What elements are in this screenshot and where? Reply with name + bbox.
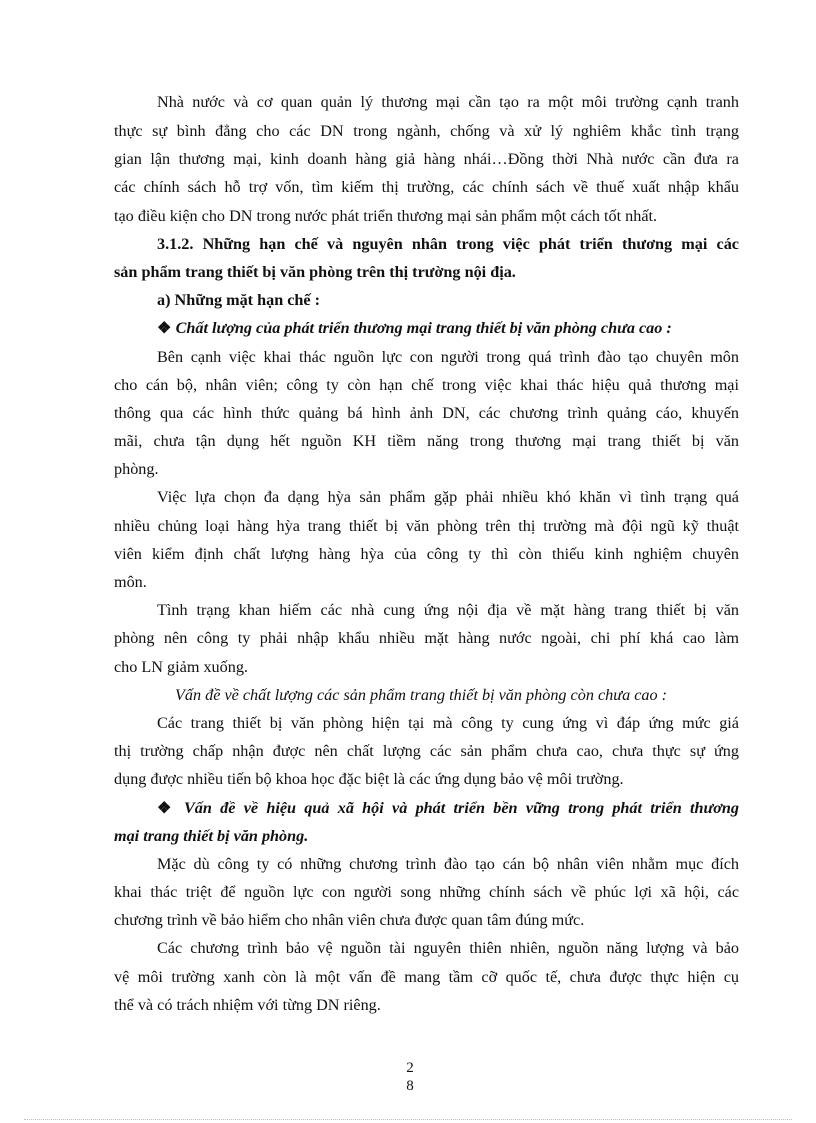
- paragraph-1-line-2: thực sự bình đẳng cho các DN trong ngành, chống và xử lý nghiêm khắc tình trạng: [114, 122, 739, 140]
- paragraph-6-line-2: khai thác triệt để nguồn lực con người song những chính sách về phúc lợi xã hội, các: [114, 883, 739, 901]
- paragraph-5-line-3: dụng được nhiều tiến bộ khoa học đặc biệt là các ứng dụng bảo vệ môi trường.: [114, 770, 624, 788]
- paragraph-2-line-3: thông qua các hình thức quảng bá hình ảnh DN, các chương trình quảng cáo, khuyến: [114, 404, 739, 422]
- paragraph-1-line-5: tạo điều kiện cho DN trong nước phát triển thương mại sản phẩm một cách tốt nhất.: [114, 207, 658, 225]
- paragraph-5-line-1: Các trang thiết bị văn phòng hiện tại mà công ty cung ứng vì đáp ứng mức giá: [157, 714, 739, 732]
- bullet-diamond-icon: ❖: [157, 799, 184, 817]
- page-number-second-digit: 8: [406, 1078, 414, 1094]
- paragraph-1-line-3: gian lận thương mại, kinh doanh hàng giả hàng nhái…Đồng thời Nhà nước cần đưa ra: [114, 150, 739, 168]
- section-heading-3-1-2-line-1: 3.1.2. Những hạn chế và nguyên nhân trong việc phát triển thương mại các: [157, 235, 739, 253]
- bullet-heading-2-line-1: [157, 798, 739, 818]
- bullet-heading-2-line-2: mại trang thiết bị văn phòng.: [114, 827, 309, 845]
- paragraph-7-line-2: vệ môi trường xanh còn là một vấn đề mang tầm cỡ quốc tế, chưa được thực hiện cụ: [114, 968, 739, 986]
- paragraph-4-line-3: cho LN giảm xuống.: [114, 658, 248, 676]
- paragraph-3-line-1: Việc lựa chọn đa dạng hỳa sản phẩm gặp phải nhiều khó khăn vì tình trạng quá: [157, 488, 739, 506]
- bullet-diamond-icon: ❖: [157, 319, 176, 337]
- subheading-a: a) Những mặt hạn chế :: [157, 291, 321, 309]
- paragraph-5-line-2: thị trường chấp nhận được nên chất lượng các sản phẩm chưa cao, chưa thực sự ứng: [114, 742, 739, 760]
- paragraph-3-line-4: môn.: [114, 573, 147, 591]
- paragraph-4-line-2: phòng nên công ty phải nhập khẩu nhiều mặt hàng nước ngoài, chi phí khá cao làm: [114, 629, 739, 647]
- bullet-text: Vấn đề về hiệu quả xã hội và phát triển bền vững trong phát triển thương: [184, 799, 739, 817]
- paragraph-1-line-4: các chính sách hỗ trợ vốn, tìm kiếm thị trường, các chính sách về thuế xuất nhập khẩu: [114, 178, 739, 196]
- paragraph-4-line-1: Tình trạng khan hiếm các nhà cung ứng nội địa về mặt hàng trang thiết bị văn: [157, 601, 739, 619]
- paragraph-7-line-1: Các chương trình bảo vệ nguồn tài nguyên thiên nhiên, nguồn năng lượng và bảo: [157, 939, 739, 957]
- paragraph-2-line-4: mãi, chưa tận dụng hết nguồn KH tiềm năng trong thương mại trang thiết bị văn: [114, 432, 739, 450]
- paragraph-2-line-2: cho cán bộ, nhân viên; công ty còn hạn chế trong việc khai thác hiệu quả thương mại: [114, 376, 739, 394]
- paragraph-6-line-3: chương trình về bảo hiểm cho nhân viên chưa được quan tâm đúng mức.: [114, 911, 585, 929]
- paragraph-1-line-1: Nhà nước và cơ quan quản lý thương mại cần tạo ra một môi trường cạnh tranh: [157, 93, 739, 111]
- paragraph-2-line-1: Bên cạnh việc khai thác nguồn lực con người trong quá trình đào tạo chuyên môn: [157, 348, 739, 366]
- paragraph-3-line-3: viên kiểm định chất lượng hàng hỳa của công ty thì còn thiếu kinh nghiệm chuyên: [114, 545, 739, 563]
- paragraph-6-line-1: Mặc dù công ty có những chương trình đào tạo cán bộ nhân viên nhằm mục đích: [157, 855, 739, 873]
- paragraph-2-line-5: phòng.: [114, 460, 159, 478]
- section-heading-3-1-2-line-2: sản phẩm trang thiết bị văn phòng trên thị trường nội địa.: [114, 263, 516, 281]
- bullet-text: Chất lượng của phát triển thương mại trang thiết bị văn phòng chưa cao :: [175, 319, 672, 337]
- footer-rule: [24, 1119, 792, 1120]
- page-number-first-digit: 2: [406, 1060, 414, 1076]
- paragraph-3-line-2: nhiều chủng loại hàng hỳa trang thiết bị văn phòng trên thị trường mà đội ngũ kỹ thuật: [114, 517, 739, 535]
- italic-heading: Vấn đề về chất lượng các sản phẩm trang thiết bị văn phòng còn chưa cao :: [175, 686, 668, 704]
- bullet-heading-1: [157, 318, 672, 338]
- paragraph-7-line-3: thể và có trách nhiệm với từng DN riêng.: [114, 996, 381, 1014]
